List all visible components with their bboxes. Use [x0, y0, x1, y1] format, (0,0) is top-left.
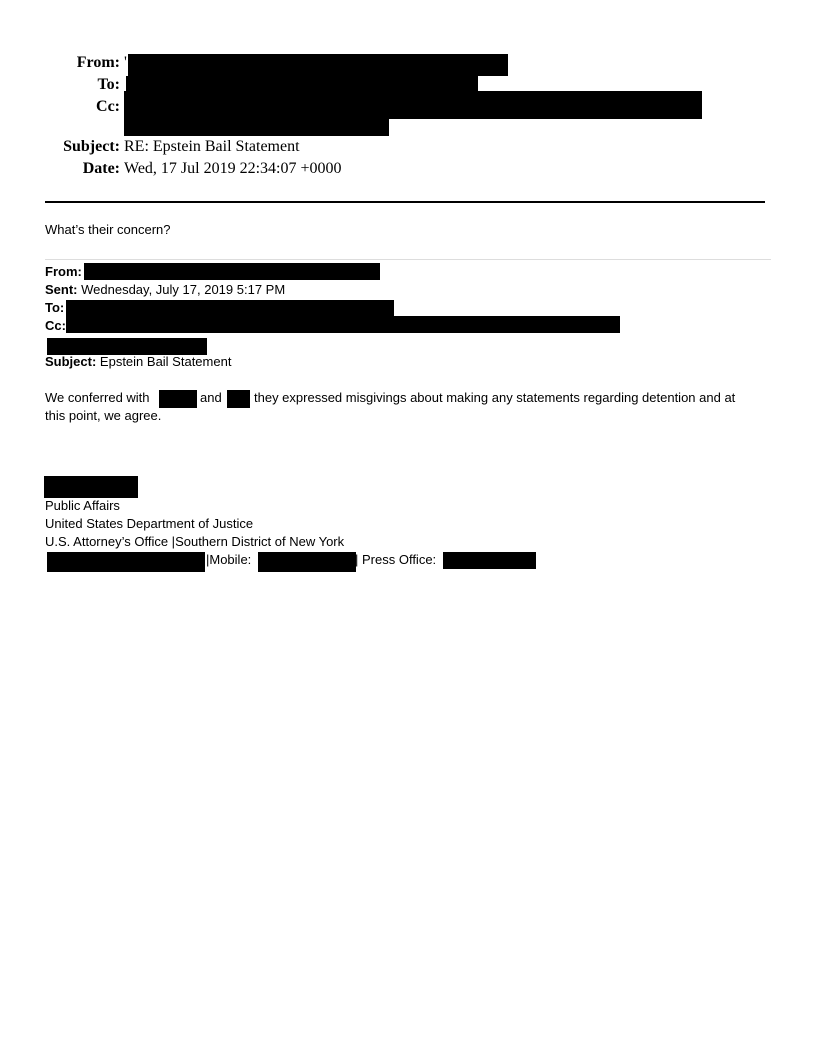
reply-text: What’s their concern? [45, 222, 171, 237]
quoted-subject-value: Epstein Bail Statement [99, 354, 232, 369]
signature-mobile-label: |Mobile: [206, 552, 252, 567]
quoted-body-part3: they expressed misgivings about making any statements regarding detention and at [254, 390, 736, 405]
quoted-subject-label: Subject: [45, 354, 97, 369]
cc-label: Cc: [96, 98, 120, 115]
signature-line2: United States Department of Justice [45, 516, 254, 531]
quoted-sent-value: Wednesday, July 17, 2019 5:17 PM [81, 282, 286, 297]
from-value: ' [124, 54, 127, 71]
from-label: From: [76, 54, 120, 71]
redaction [443, 552, 536, 569]
redaction [84, 263, 380, 280]
quoted-to-label: To: [45, 300, 65, 315]
redaction [66, 316, 620, 333]
to-label: To: [97, 76, 120, 93]
quoted-sent-label: Sent: [45, 282, 78, 297]
redaction [258, 552, 356, 572]
signature-press-label: | Press Office: [355, 552, 437, 567]
quoted-subject [45, 353, 231, 371]
redaction [124, 91, 702, 119]
redaction [44, 476, 138, 498]
quoted-body-line2: this point, we agree. [45, 408, 162, 423]
subject-value: RE: Epstein Bail Statement [124, 138, 300, 155]
header-divider [45, 201, 765, 203]
quoted-body-part2: and [200, 390, 222, 405]
signature-line3: U.S. Attorney’s Office |Southern District of New York [45, 534, 345, 549]
quoted-body-part1: We conferred with [45, 390, 150, 405]
subject-label: Subject: [63, 138, 120, 155]
redaction [47, 552, 205, 572]
redaction [227, 390, 250, 408]
signature-line1: Public Affairs [45, 498, 120, 513]
quoted-from-label: From: [45, 264, 82, 279]
redaction [124, 117, 389, 136]
date-value: Wed, 17 Jul 2019 22:34:07 +0000 [124, 160, 342, 177]
quoted-cc-label: Cc: [45, 318, 66, 333]
redaction [66, 300, 394, 317]
redaction [128, 54, 508, 76]
quoted-divider [45, 259, 771, 260]
redaction [159, 390, 197, 408]
quoted-sent [45, 281, 285, 299]
date-label: Date: [82, 160, 120, 177]
